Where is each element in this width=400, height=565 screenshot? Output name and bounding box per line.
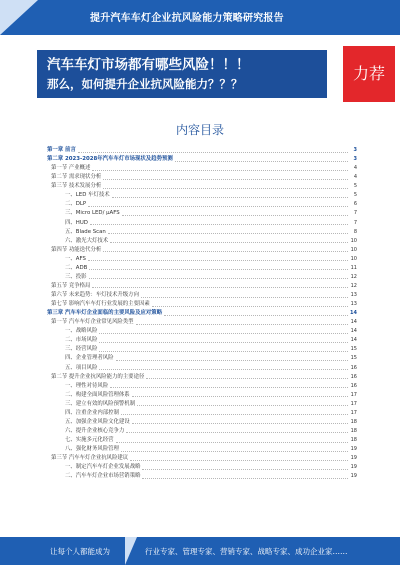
toc-entry-text: 三、Micro LED/ µAFS: [65, 210, 120, 217]
toc-entry-text: 一、LED 车灯技术: [65, 192, 110, 199]
toc-entry[interactable]: [47, 373, 357, 382]
toc-entry[interactable]: [47, 409, 357, 418]
toc-leader-dots: [121, 451, 348, 452]
toc-entry-page: 10: [350, 255, 357, 262]
toc-leader-dots: [116, 360, 348, 361]
toc-entry[interactable]: [47, 173, 357, 182]
toc-entry-page: 10: [350, 246, 357, 253]
toc-entry-page: 18: [350, 427, 357, 434]
toc-entry-page: 12: [350, 282, 357, 289]
toc-leader-dots: [132, 396, 348, 397]
toc-entry-text: 第一节 产业概述: [51, 165, 91, 172]
toc-entry-text: 第二章 2023-2028年汽车车灯市场现状及趋势预测: [47, 156, 173, 163]
toc-leader-dots: [103, 188, 348, 189]
toc-leader-dots: [89, 269, 348, 270]
toc-entry[interactable]: [47, 164, 357, 173]
toc-leader-dots: [99, 333, 348, 334]
toc-leader-dots: [137, 405, 348, 406]
toc-leader-dots: [112, 197, 348, 198]
toc-entry-text: 一、制定汽车车灯企业发展战略: [65, 464, 141, 471]
toc-entry-text: 一、战略风险: [65, 328, 98, 335]
toc-entry-text: 四、HUD: [65, 219, 88, 226]
toc-leader-dots: [99, 369, 348, 370]
toc-entry-page: 8: [353, 228, 357, 235]
toc-leader-dots: [103, 179, 348, 180]
toc-entry-page: 13: [350, 301, 357, 308]
toc-entry[interactable]: [47, 300, 357, 309]
footer-bar: [0, 537, 400, 565]
footer-slogan: 让每个人都能成为: [50, 547, 110, 556]
footer-roles: 行业专家、管理专家、营销专家、战略专家、成功企业家……: [145, 547, 348, 556]
toc-leader-dots: [110, 387, 348, 388]
toc-entry-text: 八、强化财务风险管理: [65, 446, 119, 453]
toc-entry-text: 第一节 汽车车灯企业常见风险类型: [51, 319, 134, 326]
toc-entry-page: 3: [353, 156, 357, 163]
header-bar: [0, 0, 400, 35]
toc-leader-dots: [152, 306, 348, 307]
toc-entry-page: 3: [353, 147, 357, 153]
toc-entry-page: 7: [353, 219, 357, 226]
recommend-badge: [343, 46, 395, 102]
toc-entry-page: 19: [350, 455, 357, 462]
toc-entry-page: 12: [350, 273, 357, 280]
toc-entry-text: 五、加强企业风险文化建设: [65, 418, 130, 425]
toc-leader-dots: [103, 251, 348, 252]
toc-entry-page: 7: [353, 210, 357, 217]
toc-entry-page: 15: [350, 346, 357, 353]
toc-entry-page: 5: [353, 183, 357, 190]
toc-entry-page: 17: [350, 391, 357, 398]
toc-entry[interactable]: [47, 246, 357, 255]
toc-entry[interactable]: [47, 345, 357, 354]
report-title: 提升汽车车灯企业抗风险能力策略研究报告: [90, 13, 284, 24]
toc-entry[interactable]: [47, 336, 357, 345]
toc-entry-text: 三、经营风险: [65, 346, 98, 353]
toc-leader-dots: [92, 287, 348, 288]
toc-entry[interactable]: [47, 255, 357, 264]
toc-entry-page: 18: [350, 418, 357, 425]
toc-leader-dots: [142, 469, 348, 470]
toc-entry-text: 七、实施多元化经营: [65, 437, 114, 443]
badge-label: 力荐: [352, 64, 385, 83]
toc-entry-page: 4: [353, 165, 357, 172]
toc-entry-page: 14: [350, 337, 357, 344]
toc-leader-dots: [92, 170, 348, 171]
toc-entry[interactable]: [47, 228, 357, 237]
toc-entry[interactable]: [47, 146, 357, 155]
toc-entry-text: 二、汽车车灯企业市场营销策略: [65, 473, 141, 480]
toc-leader-dots: [89, 278, 348, 279]
toc-entry[interactable]: [47, 472, 357, 481]
toc-entry-text: 第三节 技术发展分析: [51, 183, 102, 190]
toc-entry[interactable]: [47, 309, 357, 318]
toc-entry[interactable]: [47, 391, 357, 400]
toc-entry[interactable]: [47, 273, 357, 282]
toc-leader-dots: [164, 315, 348, 316]
toc-leader-dots: [99, 351, 348, 352]
toc-entry-text: 第七节 影响汽车车灯行业发展的主要因素: [51, 301, 150, 308]
toc-entry[interactable]: [47, 291, 357, 300]
toc-entry[interactable]: [47, 418, 357, 427]
toc-leader-dots: [141, 297, 348, 298]
toc-entry-page: 16: [350, 382, 357, 389]
toc-entry-text: 第六节 未来趋势：车灯技术升级方向: [51, 292, 139, 298]
toc-entry-page: 15: [350, 355, 357, 362]
toc-entry-text: 五、项目风险: [65, 364, 98, 371]
toc-entry-page: 19: [350, 464, 357, 471]
toc-entry-text: 二、市场风险: [65, 337, 98, 344]
table-of-contents: [47, 146, 357, 481]
toc-leader-dots: [175, 161, 348, 162]
toc-entry[interactable]: [47, 427, 357, 436]
toc-entry-text: 第三章 汽车车灯企业面临的主要风险及应对策略: [47, 310, 163, 317]
toc-entry-text: 六、提升企业核心竞争力: [65, 427, 125, 434]
toc-leader-dots: [110, 242, 348, 243]
toc-entry-text: 二、ADB: [65, 264, 88, 271]
toc-entry-text: 第三节 汽车车灯企业抗风险建议: [51, 455, 129, 462]
toc-entry-text: 三、投影: [65, 273, 87, 280]
toc-entry[interactable]: [47, 436, 357, 445]
toc-entry-page: 6: [353, 201, 357, 208]
toc-entry[interactable]: [47, 445, 357, 454]
risk-banner: [37, 50, 327, 98]
toc-entry[interactable]: [47, 237, 357, 246]
toc-entry-page: 14: [350, 328, 357, 335]
toc-entry-page: 17: [350, 400, 357, 407]
toc-entry-text: 一、AFS: [65, 255, 86, 262]
toc-entry-text: 四、注重企业内部控制: [65, 409, 119, 416]
toc-entry[interactable]: [47, 200, 357, 209]
toc-entry[interactable]: [47, 327, 357, 336]
toc-entry-page: 16: [350, 364, 357, 371]
toc-entry-page: 16: [350, 373, 357, 380]
toc-entry[interactable]: [47, 400, 357, 409]
toc-entry-page: 11: [350, 264, 357, 271]
header-accent: [0, 0, 38, 35]
toc-leader-dots: [136, 324, 348, 325]
toc-entry-text: 第二节 提升企业抗风险能力的主要途径: [51, 373, 145, 380]
banner-headline: 汽车车灯市场都有哪些风险！！！: [47, 57, 250, 73]
toc-entry[interactable]: [47, 219, 357, 228]
toc-entry-page: 14: [350, 310, 357, 317]
toc-entry[interactable]: [47, 191, 357, 200]
toc-entry[interactable]: [47, 182, 357, 191]
toc-leader-dots: [88, 260, 348, 261]
toc-leader-dots: [78, 152, 348, 153]
toc-entry-text: 二、构建全面风险管理体系: [65, 391, 130, 398]
toc-entry-text: 三、建立有效的风险预警机制: [65, 400, 136, 407]
toc-entry[interactable]: [47, 382, 357, 391]
toc-entry-page: 14: [350, 319, 357, 326]
toc-entry[interactable]: [47, 318, 357, 327]
toc-entry-page: 5: [353, 192, 357, 199]
toc-entry[interactable]: [47, 463, 357, 472]
toc-entry-page: 10: [350, 237, 357, 244]
toc-entry-text: 第二节 需求现状分析: [51, 174, 102, 181]
toc-entry-page: 19: [350, 446, 357, 453]
toc-entry[interactable]: [47, 155, 357, 164]
toc-leader-dots: [132, 423, 348, 424]
toc-entry-text: 四、企业管理者风险: [65, 355, 114, 362]
banner-subline: 那么，如何提升企业抗风险能力？？？: [47, 77, 243, 91]
toc-entry[interactable]: [47, 264, 357, 273]
toc-entry-page: 19: [350, 473, 357, 480]
footer-accent: [125, 537, 137, 565]
toc-entry-text: 一、理性对待风险: [65, 382, 109, 389]
toc-heading: 内容目录: [175, 123, 224, 137]
toc-entry[interactable]: [47, 282, 357, 291]
toc-leader-dots: [130, 460, 348, 461]
toc-entry[interactable]: [47, 364, 357, 373]
toc-entry[interactable]: [47, 209, 357, 218]
toc-entry-text: 五、Blade Scan: [65, 228, 106, 235]
toc-entry-text: 六、激光大灯技术: [65, 237, 109, 244]
toc-entry-text: 第四节 功能迭代分析: [51, 246, 102, 253]
toc-leader-dots: [99, 342, 348, 343]
toc-entry-page: 18: [350, 437, 357, 443]
toc-leader-dots: [142, 478, 348, 479]
toc-leader-dots: [116, 442, 348, 443]
toc-entry[interactable]: [47, 454, 357, 463]
toc-leader-dots: [90, 224, 348, 225]
toc-entry-text: 第一章 前言: [47, 147, 76, 153]
toc-entry-text: 第五节 竞争格局: [51, 282, 91, 289]
toc-entry-page: 4: [353, 174, 357, 181]
toc-entry[interactable]: [47, 354, 357, 363]
toc-leader-dots: [126, 432, 348, 433]
toc-entry-text: 二、DLP: [65, 201, 87, 208]
toc-entry-page: 13: [350, 292, 357, 298]
toc-entry-page: 17: [350, 409, 357, 416]
toc-leader-dots: [108, 233, 348, 234]
toc-leader-dots: [146, 378, 348, 379]
toc-leader-dots: [122, 215, 348, 216]
toc-leader-dots: [88, 206, 348, 207]
toc-leader-dots: [121, 414, 348, 415]
